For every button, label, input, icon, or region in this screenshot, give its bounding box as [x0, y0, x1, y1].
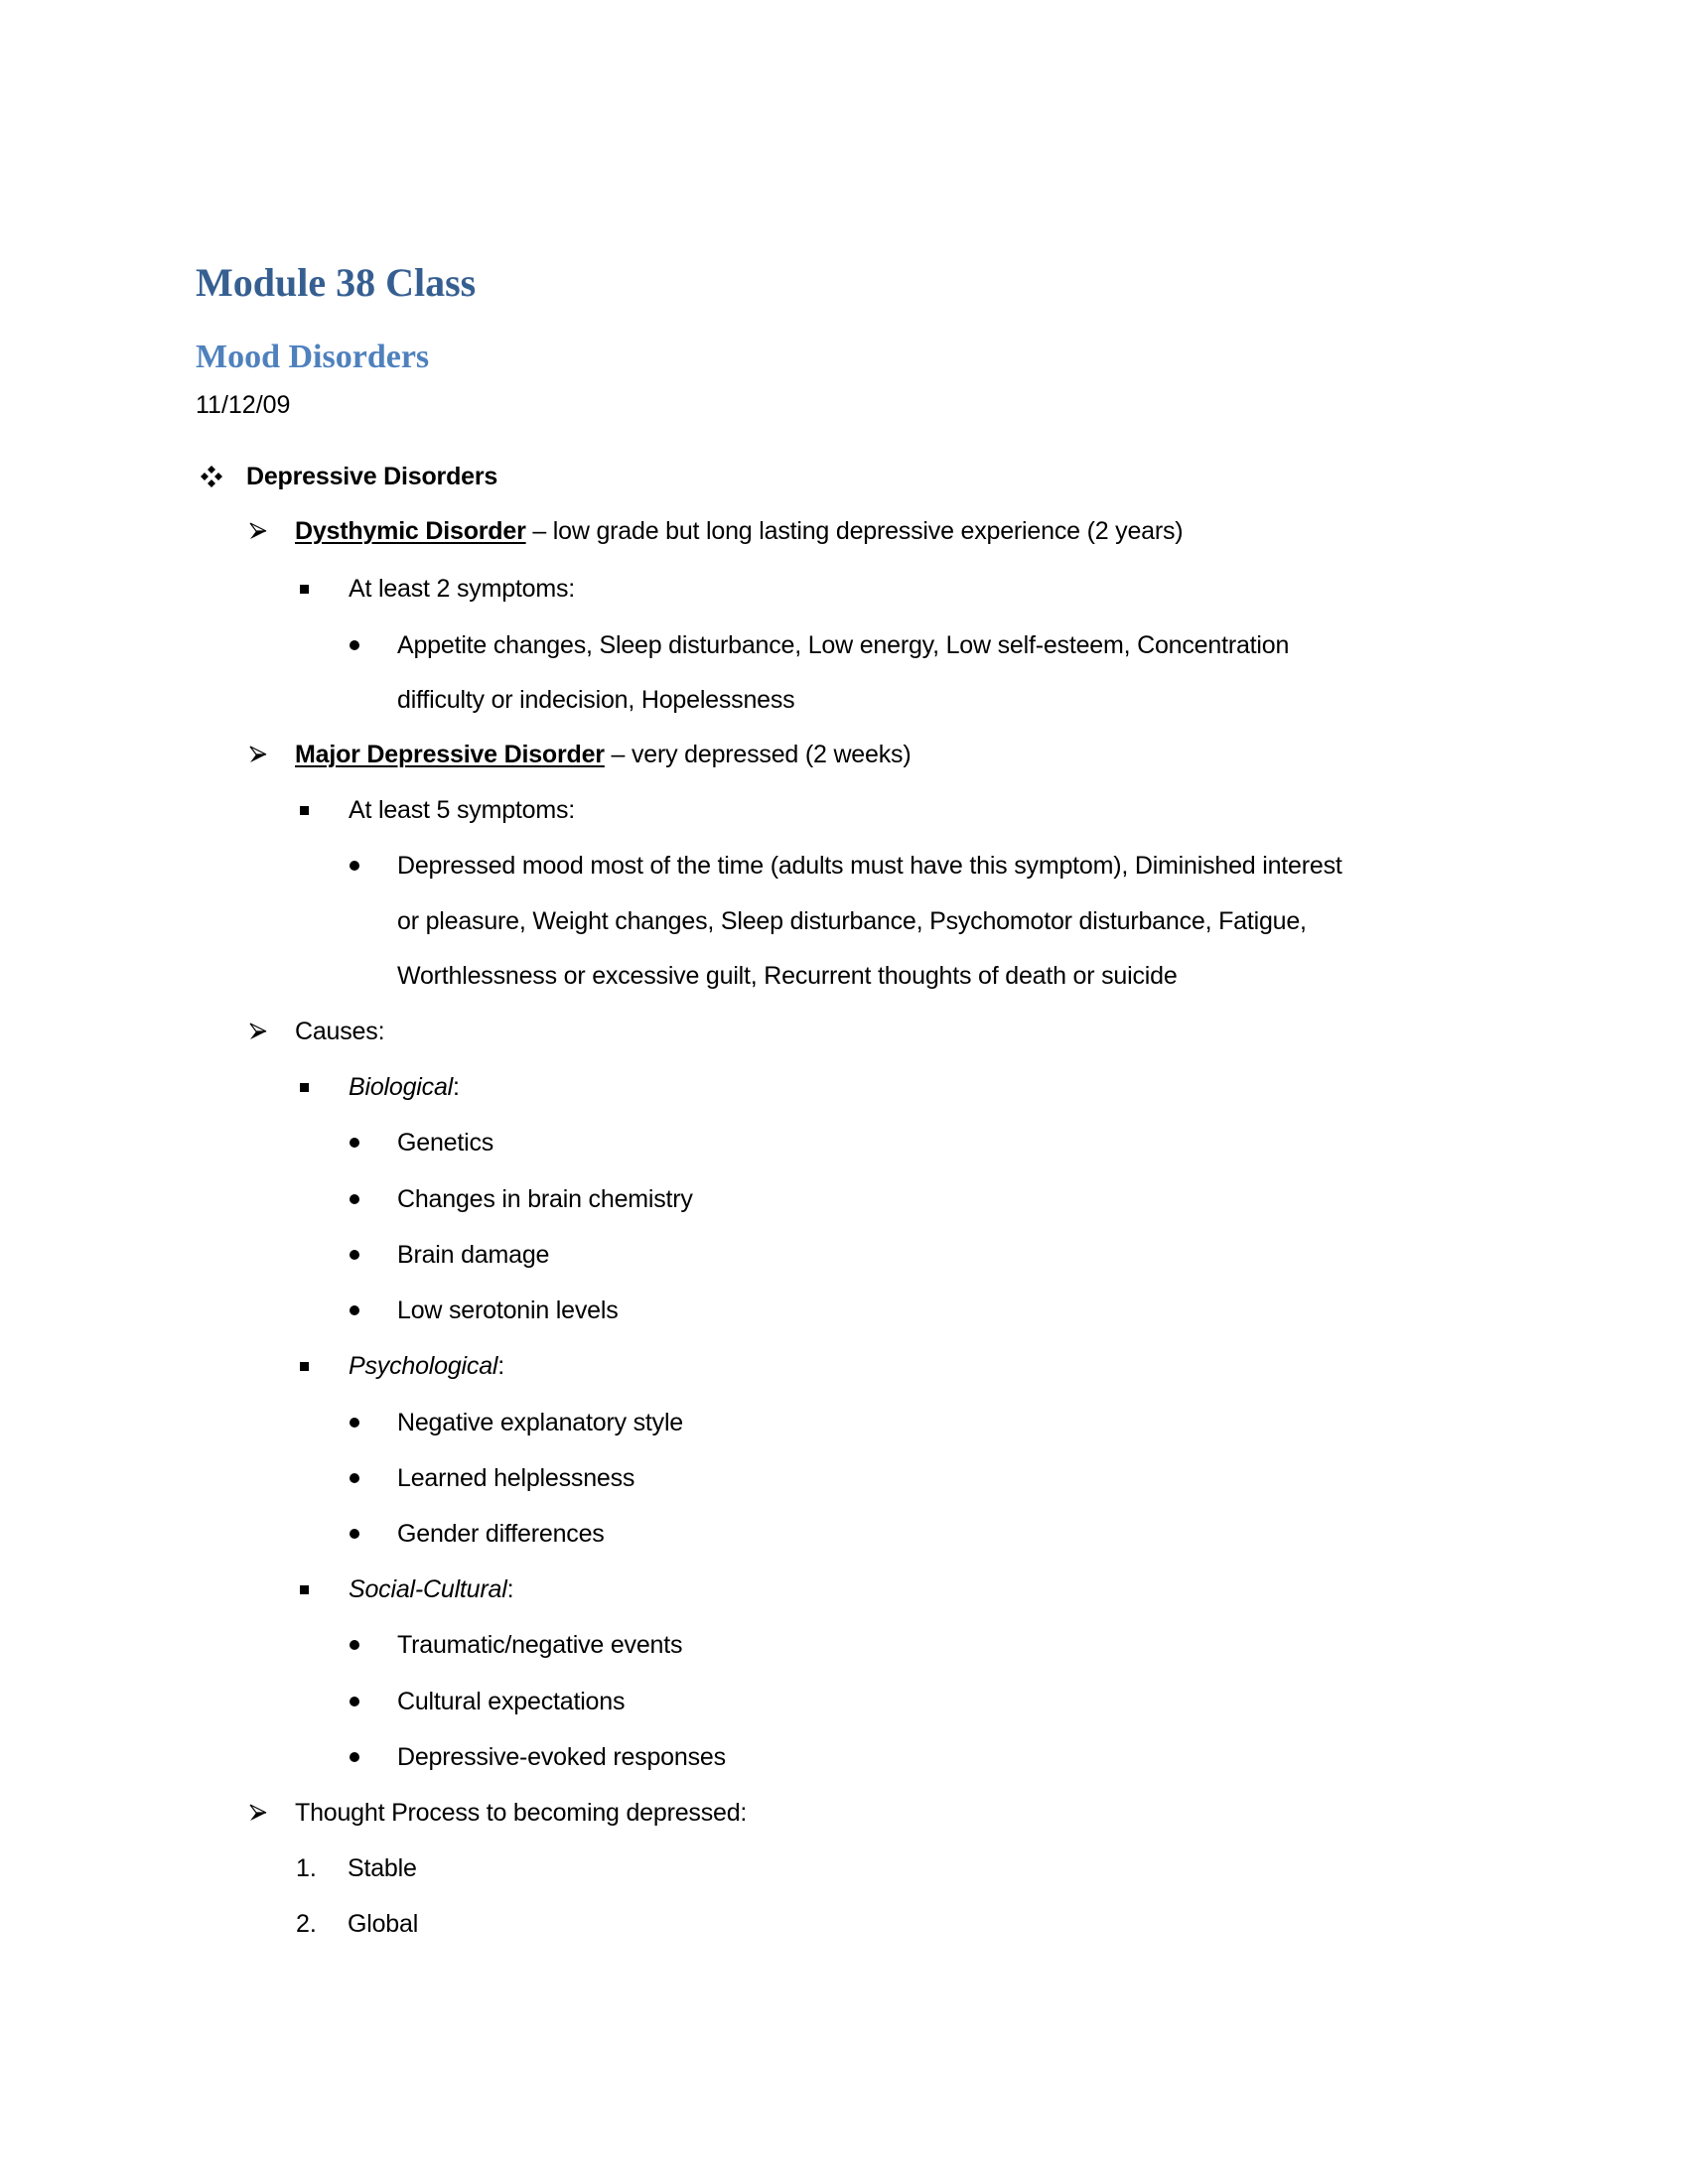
round-bullet-icon [350, 1625, 359, 1665]
list-item-symptoms-line: Worthlessness or excessive guilt, Recurrent thoughts of death or suicide [397, 962, 1178, 990]
list-item-symptoms-line: or pleasure, Weight changes, Sleep disturbance, Psychomotor disturbance, Fatigue, [397, 907, 1307, 935]
list-item-criteria: At least 2 symptoms: [349, 575, 576, 603]
list-item-causes: Causes: [295, 1018, 385, 1045]
colon: : [453, 1073, 460, 1101]
arrow-bullet-icon [249, 1793, 267, 1833]
document-title: Module 38 Class [196, 260, 477, 305]
term-dysthymic-disorder: Dysthymic Disorder [295, 517, 526, 545]
square-bullet-icon [300, 569, 309, 609]
round-bullet-icon [350, 1123, 359, 1162]
list-number: 2. [296, 1910, 317, 1938]
list-item: Gender differences [397, 1520, 605, 1548]
list-item: Learned helplessness [397, 1464, 635, 1492]
term-major-depressive-disorder: Major Depressive Disorder [295, 741, 605, 768]
round-bullet-icon [350, 846, 359, 886]
round-bullet-icon [350, 1291, 359, 1330]
document-date: 11/12/09 [196, 391, 291, 419]
category-label: Social-Cultural [349, 1575, 507, 1603]
definition-dysthymic: – low grade but long lasting depressive experience (2 years) [525, 517, 1184, 545]
list-item: Genetics [397, 1129, 494, 1157]
list-item-criteria: At least 5 symptoms: [349, 796, 576, 824]
round-bullet-icon [350, 1235, 359, 1275]
list-item-major-depressive-disorder [295, 735, 911, 774]
list-number: 1. [296, 1854, 317, 1882]
list-item: Cultural expectations [397, 1688, 626, 1715]
list-item-social-cultural [349, 1570, 513, 1609]
list-item-thought-process: Thought Process to becoming depressed: [295, 1799, 748, 1827]
colon: : [497, 1352, 505, 1380]
list-item: Low serotonin levels [397, 1297, 619, 1324]
list-item: Brain damage [397, 1241, 550, 1269]
square-bullet-icon [300, 1346, 309, 1386]
round-bullet-icon [350, 625, 359, 665]
round-bullet-icon [350, 1179, 359, 1219]
square-bullet-icon [300, 1067, 309, 1107]
arrow-bullet-icon [249, 735, 267, 774]
list-item-step: Stable [348, 1854, 417, 1882]
round-bullet-icon [350, 1403, 359, 1442]
list-item-biological [349, 1067, 460, 1107]
category-label: Psychological [349, 1352, 498, 1380]
section-heading-depressive-disorders: Depressive Disorders [246, 463, 498, 490]
round-bullet-icon [350, 1682, 359, 1721]
colon: : [506, 1575, 514, 1603]
square-bullet-icon [300, 790, 309, 830]
list-item-symptoms-line: difficulty or indecision, Hopelessness [397, 686, 795, 714]
list-item-step: Global [348, 1910, 419, 1938]
list-item: Changes in brain chemistry [397, 1185, 693, 1213]
list-item-symptoms-line: Appetite changes, Sleep disturbance, Low energy, Low self-esteem, Concentration [397, 631, 1290, 659]
list-item: Traumatic/negative events [397, 1631, 683, 1659]
list-item-psychological [349, 1346, 504, 1386]
definition-major: – very depressed (2 weeks) [604, 741, 912, 768]
list-item-dysthymic-disorder [295, 511, 1183, 551]
list-item: Depressive-evoked responses [397, 1743, 726, 1771]
round-bullet-icon [350, 1458, 359, 1498]
list-item-symptoms-line: Depressed mood most of the time (adults must have this symptom), Diminished interest [397, 852, 1342, 880]
arrow-bullet-icon [249, 511, 267, 551]
square-bullet-icon [300, 1570, 309, 1609]
four-diamond-bullet-icon [201, 457, 222, 496]
arrow-bullet-icon [249, 1012, 267, 1051]
document-subtitle: Mood Disorders [196, 339, 430, 375]
round-bullet-icon [350, 1737, 359, 1777]
list-item: Negative explanatory style [397, 1409, 684, 1436]
category-label: Biological [349, 1073, 454, 1101]
round-bullet-icon [350, 1514, 359, 1554]
